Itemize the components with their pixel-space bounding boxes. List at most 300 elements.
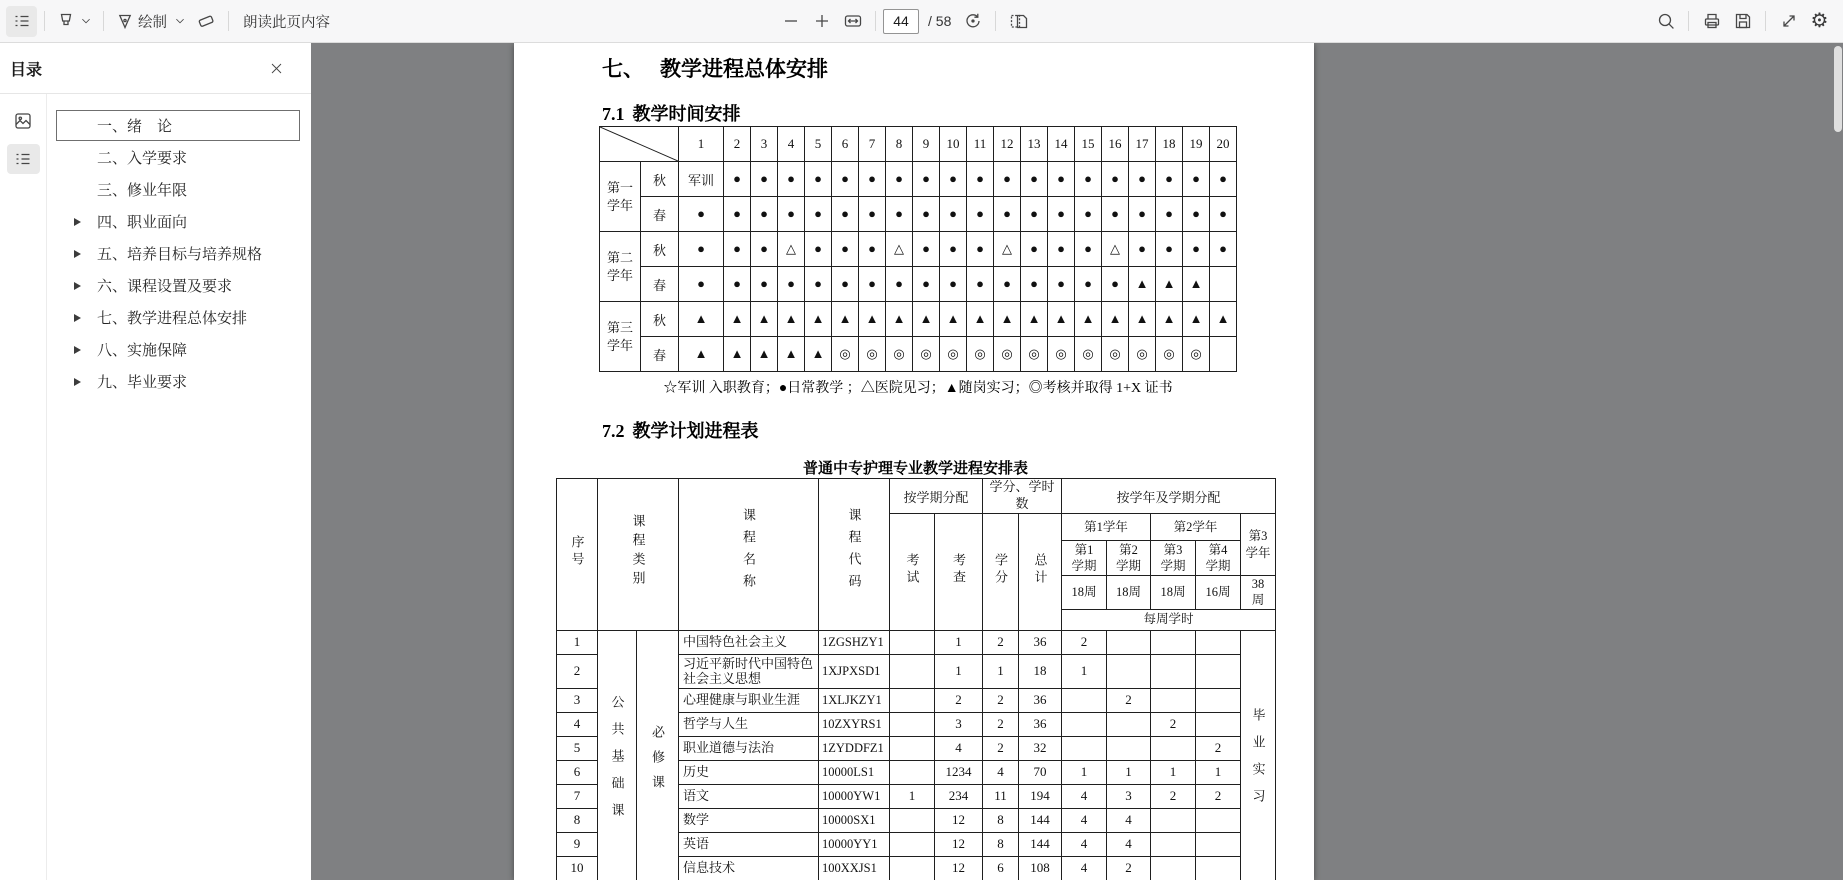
schedule-cell: ▲ [778, 302, 805, 337]
schedule-cell: △ [886, 232, 913, 267]
schedule-cell: ● [805, 232, 832, 267]
credits-value: 2 [983, 712, 1019, 736]
course-code: 1ZGSHZY1 [819, 630, 890, 654]
sem2-value: 2 [1107, 856, 1151, 880]
week-header: 15 [1075, 127, 1102, 162]
week-header: 4 [778, 127, 805, 162]
contents-view-button[interactable] [7, 144, 40, 174]
schedule-cell: ◎ [967, 337, 994, 372]
draw-button[interactable] [111, 6, 190, 37]
expand-caret-icon [74, 218, 81, 226]
course-name: 信息技术 [679, 856, 819, 880]
week-header: 17 [1129, 127, 1156, 162]
divider [995, 11, 996, 31]
sem3-value [1151, 688, 1196, 712]
exam-value [890, 760, 935, 784]
schedule-cell: ● [1183, 162, 1210, 197]
check-value: 1 [935, 630, 983, 654]
schedule-cell: ● [1075, 162, 1102, 197]
divider [44, 11, 45, 31]
credit-hours-header [983, 479, 1062, 514]
season-label: 秋 [641, 302, 679, 337]
sem3-value: 2 [1151, 784, 1196, 808]
gear-icon: ⚙ [1810, 10, 1829, 32]
sem2-value: 2 [1107, 688, 1151, 712]
sem3-value: 1 [1151, 760, 1196, 784]
close-icon [269, 61, 284, 76]
schedule-cell: 军训 [679, 162, 724, 197]
schedule-cell: ● [1156, 232, 1183, 267]
schedule-cell: ● [940, 197, 967, 232]
toolbar [0, 0, 1843, 43]
eraser-button[interactable] [190, 6, 221, 37]
year3-weeks-cell [1241, 576, 1276, 610]
check-value: 4 [935, 736, 983, 760]
vertical-label: 课程类别 [630, 514, 646, 591]
exam-value [890, 856, 935, 880]
schedule-cell: ◎ [1075, 337, 1102, 372]
schedule-cell: ● [859, 267, 886, 302]
row-number: 6 [557, 760, 598, 784]
schedule-cell: ◎ [886, 337, 913, 372]
schedule-cell: ● [1048, 267, 1075, 302]
category-main-label: 公共基础课 [609, 694, 625, 830]
toc-item[interactable] [56, 238, 300, 269]
toc-caret-slot [74, 250, 88, 258]
rotate-button[interactable] [957, 6, 988, 37]
schedule-cell: ◎ [1102, 337, 1129, 372]
divider [875, 11, 876, 31]
main-area [0, 43, 1843, 880]
category-sub-label: 必修课 [650, 724, 665, 800]
exam-value [890, 688, 935, 712]
heading-text: 教学进程总体安排 [660, 58, 828, 81]
expand-button[interactable] [1773, 6, 1804, 37]
toc-caret-slot [74, 218, 88, 226]
course-code: 10000LS1 [819, 760, 890, 784]
sem2-value: 3 [1107, 784, 1151, 808]
schedule-cell: ▲ [805, 337, 832, 372]
year3-label: 第3学年 [1245, 529, 1271, 560]
toc-item[interactable] [56, 206, 300, 237]
row-number: 10 [557, 856, 598, 880]
toc-item[interactable] [56, 110, 300, 141]
zoom-out-button[interactable] [775, 6, 806, 37]
season-label: 春 [641, 197, 679, 232]
course-code: 1ZYDDFZ1 [819, 736, 890, 760]
fit-width-icon [843, 11, 863, 31]
course-name-header [679, 479, 819, 631]
schedule-cell: ◎ [940, 337, 967, 372]
credits-value: 4 [983, 760, 1019, 784]
schedule-cell: ▲ [679, 337, 724, 372]
schedule-cell: ◎ [1021, 337, 1048, 372]
schedule-cell: ● [1021, 232, 1048, 267]
course-name: 职业道德与法治 [679, 736, 819, 760]
schedule-cell: ● [778, 267, 805, 302]
total-value: 108 [1019, 856, 1062, 880]
schedule-cell: ● [1156, 162, 1183, 197]
schedule-cell: ● [751, 232, 778, 267]
schedule-cell: ● [913, 162, 940, 197]
sem2-value [1107, 654, 1151, 688]
schedule-cell: ● [1129, 197, 1156, 232]
sem4-value: 1 [1196, 760, 1241, 784]
semester-label: 第2学期 [1115, 542, 1141, 573]
weekly-hours-cell: 每周学时 [1062, 609, 1276, 630]
close-sidebar-button[interactable] [263, 55, 289, 81]
print-icon [1702, 11, 1722, 31]
schedule-cell: ▲ [1156, 267, 1183, 302]
serial-header [557, 479, 598, 631]
week-header: 11 [967, 127, 994, 162]
sem1-value [1062, 736, 1107, 760]
semester-label: 第3学期 [1160, 542, 1186, 573]
schedule-cell: ● [967, 197, 994, 232]
check-value: 12 [935, 808, 983, 832]
weeks-cell: 16周 [1196, 576, 1241, 610]
save-icon [1733, 11, 1753, 31]
year3-body-cell [1241, 630, 1276, 880]
toolbar-left-group [6, 0, 337, 42]
schedule-cell: ● [1102, 197, 1129, 232]
by-year-header: 按学年及学期分配 [1062, 479, 1276, 514]
toc-item[interactable] [56, 366, 300, 397]
rotate-icon [963, 11, 983, 31]
plus-icon [812, 11, 832, 31]
schedule-cell: ● [1210, 197, 1237, 232]
diagonal-line [600, 127, 678, 161]
toc-item[interactable] [56, 302, 300, 333]
print-button[interactable] [1696, 6, 1727, 37]
schedule-cell: ▲ [1102, 302, 1129, 337]
toc-item[interactable] [56, 270, 300, 301]
course-name: 历史 [679, 760, 819, 784]
save-button[interactable] [1727, 6, 1758, 37]
schedule-cell: ▲ [1183, 267, 1210, 302]
credits-value: 8 [983, 808, 1019, 832]
teaching-time-table [599, 126, 1237, 372]
course-name: 语文 [679, 784, 819, 808]
schedule-cell: ◎ [1156, 337, 1183, 372]
schedule-cell: ● [1075, 197, 1102, 232]
zoom-in-button[interactable] [806, 6, 837, 37]
season-label: 秋 [641, 232, 679, 267]
schedule-cell: ● [751, 197, 778, 232]
sem4-value: 2 [1196, 784, 1241, 808]
total-value: 144 [1019, 832, 1062, 856]
semester-header [1196, 541, 1241, 576]
course-code: 1XJPXSD1 [819, 654, 890, 688]
course-name: 中国特色社会主义 [679, 630, 819, 654]
week-header: 8 [886, 127, 913, 162]
expand-icon [1779, 11, 1799, 31]
total-value: 36 [1019, 630, 1062, 654]
week-header: 16 [1102, 127, 1129, 162]
schedule-cell: ● [940, 267, 967, 302]
year1-header: 第1学年 [1062, 514, 1151, 541]
check-value: 2 [935, 688, 983, 712]
row-number: 7 [557, 784, 598, 808]
schedule-cell: ▲ [967, 302, 994, 337]
schedule-corner-cell [600, 127, 679, 162]
toc-caret-slot [74, 282, 88, 290]
schedule-cell: ● [1210, 232, 1237, 267]
sem1-value [1062, 688, 1107, 712]
exam-value [890, 808, 935, 832]
vertical-label: 课程代码 [846, 508, 862, 597]
weeks-cell: 18周 [1151, 576, 1196, 610]
draw-button-label: 绘制 [138, 14, 167, 31]
schedule-cell: ● [1183, 197, 1210, 232]
search-icon [1656, 11, 1676, 31]
heading-number: 七、 [602, 58, 644, 81]
sem3-value: 2 [1151, 712, 1196, 736]
schedule-cell: ▲ [913, 302, 940, 337]
schedule-cell: ◎ [859, 337, 886, 372]
schedule-cell: ◎ [1183, 337, 1210, 372]
course-name: 英语 [679, 832, 819, 856]
schedule-cell: ▲ [940, 302, 967, 337]
plan-table-title: 普通中专护理专业教学进程安排表 [802, 461, 1028, 477]
exam-value [890, 712, 935, 736]
total-value: 70 [1019, 760, 1062, 784]
sidebar-title: 目录 [10, 61, 43, 79]
year-label: 第二学年 [600, 232, 641, 302]
total-value: 144 [1019, 808, 1062, 832]
schedule-cell: ● [778, 197, 805, 232]
week-header: 12 [994, 127, 1021, 162]
credit-hours-label: 学分、学时数 [989, 479, 1055, 511]
schedule-cell: ● [886, 267, 913, 302]
course-code: 10ZXYRS1 [819, 712, 890, 736]
vertical-label: 考查 [951, 552, 966, 587]
by-semester-header: 按学期分配 [890, 479, 983, 514]
settings-button[interactable] [1804, 6, 1835, 37]
eraser-icon [196, 11, 216, 31]
graduation-internship-label: 毕业实习 [1250, 708, 1266, 817]
row-number: 4 [557, 712, 598, 736]
schedule-cell: ▲ [886, 302, 913, 337]
toc-item-label: 一、绪 论 [97, 118, 173, 135]
sem1-value: 4 [1062, 856, 1107, 880]
toc-toggle-button[interactable] [6, 6, 37, 37]
total-value: 18 [1019, 654, 1062, 688]
week-header: 14 [1048, 127, 1075, 162]
sem2-value: 1 [1107, 760, 1151, 784]
week-header: 2 [724, 127, 751, 162]
schedule-cell: ◎ [1048, 337, 1075, 372]
contents-icon [12, 11, 32, 31]
toc-item-label: 二、入学要求 [97, 150, 188, 167]
chevron-down-icon [174, 15, 186, 27]
section-number: 7.1 [602, 104, 625, 124]
sem4-value [1196, 630, 1241, 654]
highlighter-button[interactable] [52, 6, 96, 37]
schedule-cell: ● [1048, 162, 1075, 197]
category-header [598, 479, 679, 631]
schedule-cell: ▲ [778, 337, 805, 372]
schedule-cell: ● [805, 197, 832, 232]
check-header [935, 514, 983, 631]
credits-header [983, 514, 1019, 631]
schedule-cell: ● [913, 197, 940, 232]
sidebar [0, 43, 311, 880]
schedule-cell: △ [994, 232, 1021, 267]
schedule-cell: ▲ [805, 302, 832, 337]
schedule-cell: ◎ [1129, 337, 1156, 372]
sem4-value [1196, 688, 1241, 712]
year2-header: 第2学年 [1151, 514, 1241, 541]
chevron-down-icon [80, 15, 92, 27]
sem1-value: 2 [1062, 630, 1107, 654]
week-header: 20 [1210, 127, 1237, 162]
schedule-cell: ● [778, 162, 805, 197]
check-value: 3 [935, 712, 983, 736]
divider [1688, 11, 1689, 31]
toc-item[interactable] [56, 334, 300, 365]
weeks-cell: 18周 [1107, 576, 1151, 610]
season-label: 春 [641, 337, 679, 372]
exam-header [890, 514, 935, 631]
course-name: 心理健康与职业生涯 [679, 688, 819, 712]
total-value: 36 [1019, 712, 1062, 736]
pen-icon [115, 11, 135, 31]
toc-item[interactable] [56, 142, 300, 173]
toc-item-label: 八、实施保障 [97, 342, 188, 359]
exam-value [890, 654, 935, 688]
sem2-value: 4 [1107, 808, 1151, 832]
row-number: 5 [557, 736, 598, 760]
course-name: 哲学与人生 [679, 712, 819, 736]
schedule-cell: ● [940, 232, 967, 267]
toc-item-label: 五、培养目标与培养规格 [97, 246, 263, 263]
schedule-cell: ● [1048, 197, 1075, 232]
expand-caret-icon [74, 346, 81, 354]
schedule-cell: ● [832, 162, 859, 197]
toc-item-label: 七、教学进程总体安排 [97, 310, 248, 327]
total-value: 194 [1019, 784, 1062, 808]
schedule-cell: ▲ [1183, 302, 1210, 337]
thumbnails-view-button[interactable] [7, 106, 40, 136]
schedule-legend: ☆军训 入职教育；●日常教学 ；△医院见习；▲随岗实习；◎考核并取得 1+X 证书 [663, 381, 1173, 396]
sem3-value [1151, 654, 1196, 688]
fit-width-button[interactable] [837, 6, 868, 37]
schedule-cell: ▲ [1210, 302, 1237, 337]
year-label: 第三学年 [600, 302, 641, 372]
semester-label: 第1学期 [1071, 542, 1097, 573]
minus-icon [781, 11, 801, 31]
toc-caret-slot [74, 314, 88, 322]
schedule-cell: ● [859, 232, 886, 267]
total-header [1019, 514, 1062, 631]
divider [1765, 11, 1766, 31]
schedule-cell: ◎ [994, 337, 1021, 372]
season-label: 春 [641, 267, 679, 302]
toolbar-right-group [1650, 0, 1835, 42]
sem4-value [1196, 808, 1241, 832]
schedule-cell: ● [832, 267, 859, 302]
teaching-plan-table [556, 478, 1276, 880]
schedule-cell: ◎ [913, 337, 940, 372]
read-aloud-label: 朗读此页内容 [243, 14, 330, 31]
schedule-cell: △ [778, 232, 805, 267]
credits-value: 2 [983, 630, 1019, 654]
week-header: 5 [805, 127, 832, 162]
row-number: 2 [557, 654, 598, 688]
list-icon [13, 149, 33, 169]
schedule-cell: ● [832, 197, 859, 232]
schedule-cell: ▲ [751, 302, 778, 337]
search-button[interactable] [1650, 6, 1681, 37]
week-header: 18 [1156, 127, 1183, 162]
exam-value [890, 832, 935, 856]
schedule-cell: ● [751, 267, 778, 302]
sem1-value: 4 [1062, 808, 1107, 832]
sem1-value [1062, 712, 1107, 736]
toc-item-label: 三、修业年限 [97, 182, 188, 199]
scrollbar-thumb[interactable] [1834, 46, 1842, 132]
schedule-cell: ◎ [832, 337, 859, 372]
schedule-cell: ● [832, 232, 859, 267]
exam-value [890, 736, 935, 760]
page-number-input[interactable] [883, 9, 919, 34]
credits-value: 2 [983, 688, 1019, 712]
sem2-value [1107, 712, 1151, 736]
section-number: 7.2 [602, 421, 625, 441]
table-of-contents [47, 94, 311, 880]
sidebar-body [0, 94, 311, 880]
toc-item[interactable] [56, 174, 300, 205]
course-code: 10000YW1 [819, 784, 890, 808]
schedule-cell [1210, 267, 1237, 302]
semester-header [1107, 541, 1151, 576]
sem2-value [1107, 736, 1151, 760]
schedule-cell: △ [1102, 232, 1129, 267]
document-canvas[interactable] [311, 43, 1843, 880]
row-number: 1 [557, 630, 598, 654]
course-code: 1XLJKZY1 [819, 688, 890, 712]
schedule-cell: ● [805, 267, 832, 302]
thumbnails-icon [13, 111, 33, 131]
read-aloud-button[interactable] [236, 6, 337, 37]
season-label: 秋 [641, 162, 679, 197]
vertical-label: 学分 [993, 552, 1008, 587]
week-header: 13 [1021, 127, 1048, 162]
pdf-page [514, 43, 1314, 880]
total-value: 32 [1019, 736, 1062, 760]
page-view-button[interactable] [1003, 6, 1034, 37]
schedule-cell: ● [994, 267, 1021, 302]
week-header: 3 [751, 127, 778, 162]
toc-caret-slot [74, 346, 88, 354]
week-header: 1 [679, 127, 724, 162]
total-value: 36 [1019, 688, 1062, 712]
schedule-cell: ● [859, 197, 886, 232]
row-number: 8 [557, 808, 598, 832]
sem3-value [1151, 832, 1196, 856]
divider [228, 11, 229, 31]
category-main-cell [598, 630, 637, 880]
check-value: 234 [935, 784, 983, 808]
sem4-value [1196, 856, 1241, 880]
vertical-label: 序号 [569, 535, 585, 570]
schedule-cell: ● [679, 267, 724, 302]
expand-caret-icon [74, 250, 81, 258]
sem1-value: 4 [1062, 832, 1107, 856]
week-header: 6 [832, 127, 859, 162]
schedule-cell: ● [967, 267, 994, 302]
